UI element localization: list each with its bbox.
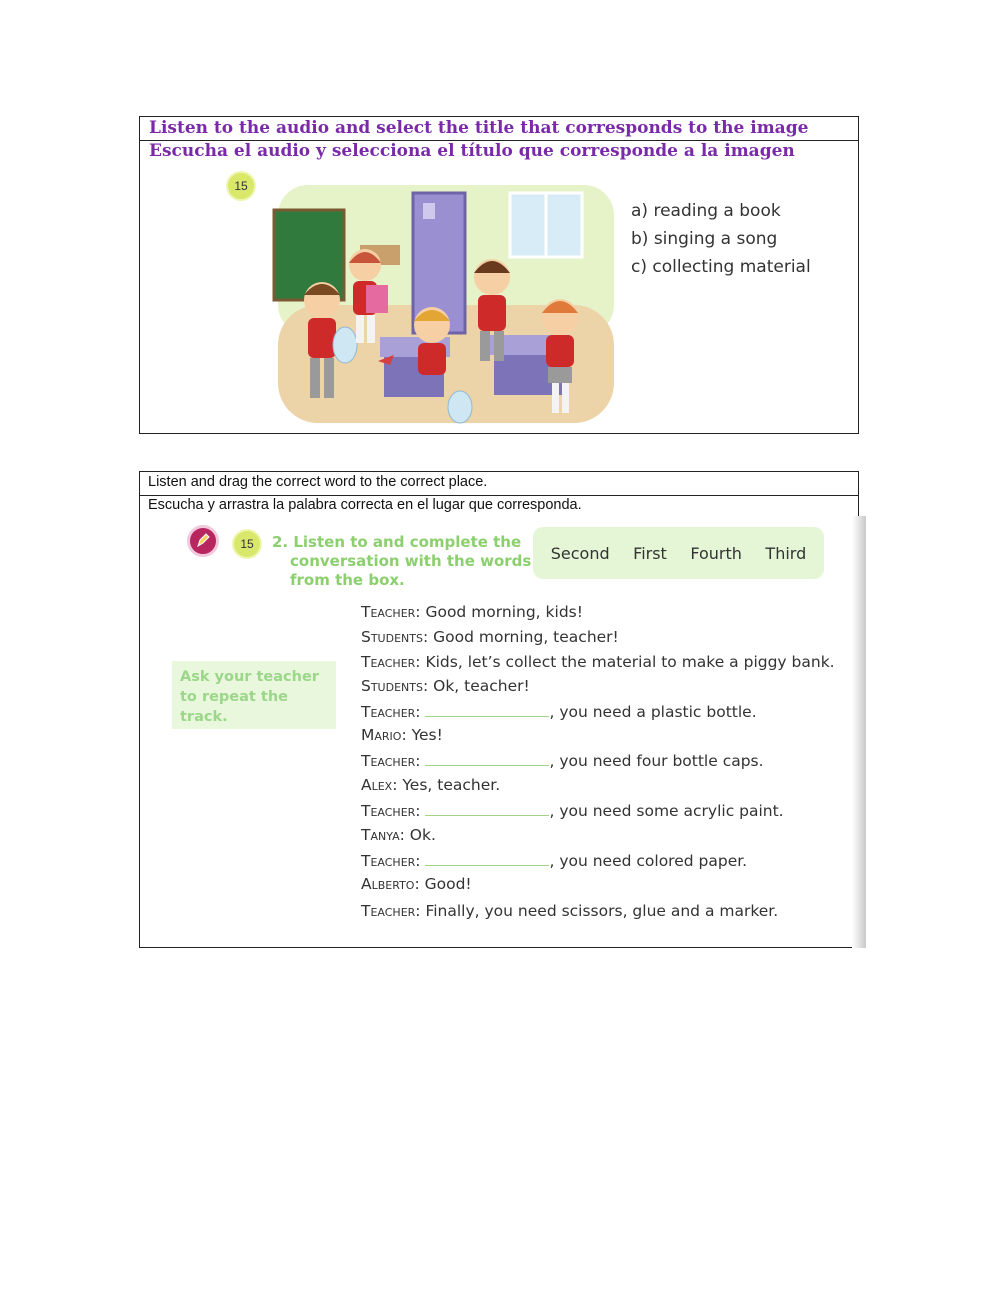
line-text: , you need some acrylic paint. (549, 802, 784, 820)
dialogue-line (361, 851, 747, 870)
drop-blank-4[interactable] (425, 851, 549, 866)
speaker: Teacher: (361, 603, 421, 621)
dialogue-line (361, 801, 784, 820)
track-number-badge (226, 171, 256, 201)
note-line-1: Ask your teacher (180, 669, 319, 685)
speaker: Teacher: (361, 902, 421, 920)
line-text: Good morning, teacher! (428, 628, 619, 646)
speaker: Mario: (361, 726, 407, 744)
drop-blank-2[interactable] (425, 751, 549, 766)
page-shadow (852, 516, 866, 948)
speaker: Tanya: (361, 826, 405, 844)
drop-blank-3[interactable] (425, 801, 549, 816)
track-number-badge-2 (232, 529, 262, 559)
speaker: Alex: (361, 776, 398, 794)
instruction-en-2: Listen and drag the correct word to the correct place. (148, 474, 488, 490)
dialogue-line (361, 826, 436, 844)
classroom-illustration (270, 185, 620, 425)
speaker: Teacher: (361, 653, 421, 671)
instruction-row-es (140, 141, 858, 163)
speaker: Alberto: (361, 875, 420, 893)
speaker: Teacher: (361, 852, 421, 870)
word-third[interactable]: Third (765, 543, 807, 563)
word-bank (533, 527, 824, 579)
dialogue-line (361, 751, 764, 770)
exercise-title-line-3: from the box. (290, 571, 405, 589)
exercise-1-card (139, 116, 859, 434)
line-text: , you need four bottle caps. (549, 752, 764, 770)
speaker: Teacher: (361, 802, 421, 820)
note-line-2: to repeat the track. (180, 689, 288, 725)
option-c[interactable]: c) collecting material (631, 257, 811, 277)
line-text: Good morning, kids! (420, 603, 583, 621)
dialogue-line (361, 902, 778, 920)
track-number: 15 (234, 179, 248, 193)
instruction-es-2: Escucha y arrastra la palabra correcta en el lugar que corresponda. (148, 497, 582, 513)
line-text: Ok, teacher! (428, 677, 530, 695)
dialogue-line (361, 653, 835, 671)
option-b[interactable]: b) singing a song (631, 229, 778, 249)
exercise-title (272, 533, 531, 590)
line-text: Kids, let’s collect the material to make a piggy bank. (420, 653, 835, 671)
track-number-2: 15 (240, 537, 254, 551)
line-text: Yes! (406, 726, 443, 744)
speaker: Teacher: (361, 703, 421, 721)
dialogue-line (361, 677, 530, 695)
repeat-track-note (172, 661, 336, 729)
exercise-title-line-2: conversation with the words (290, 552, 532, 570)
speaker: Students: (361, 628, 429, 646)
dialogue-line (361, 603, 583, 621)
dialogue-line (361, 776, 500, 794)
line-text: Ok. (404, 826, 436, 844)
line-text: , you need colored paper. (549, 852, 748, 870)
pencil-icon (187, 525, 219, 557)
dialogue-line (361, 702, 757, 721)
word-first[interactable]: First (633, 543, 667, 563)
dialogue-line (361, 875, 472, 893)
line-text: , you need a plastic bottle. (549, 703, 757, 721)
instruction-row-en-2 (140, 472, 858, 496)
instruction-row-en (140, 117, 858, 141)
instruction-row-es-2 (140, 496, 858, 518)
drop-blank-1[interactable] (425, 702, 549, 717)
word-fourth[interactable]: Fourth (690, 543, 742, 563)
dialogue-line (361, 726, 443, 744)
dialogue-line (361, 628, 619, 646)
line-text: Yes, teacher. (397, 776, 501, 794)
line-text: Good! (419, 875, 472, 893)
speaker: Teacher: (361, 752, 421, 770)
word-second[interactable]: Second (550, 543, 610, 563)
instruction-en: Listen to the audio and select the title that corresponds to the image (149, 118, 809, 138)
line-text: Finally, you need scissors, glue and a marker. (420, 902, 779, 920)
speaker: Students: (361, 677, 429, 695)
option-a[interactable]: a) reading a book (631, 201, 781, 221)
instruction-es: Escucha el audio y selecciona el título que corresponde a la imagen (149, 141, 795, 161)
exercise-title-line-1: 2. Listen to and complete the (272, 533, 522, 551)
